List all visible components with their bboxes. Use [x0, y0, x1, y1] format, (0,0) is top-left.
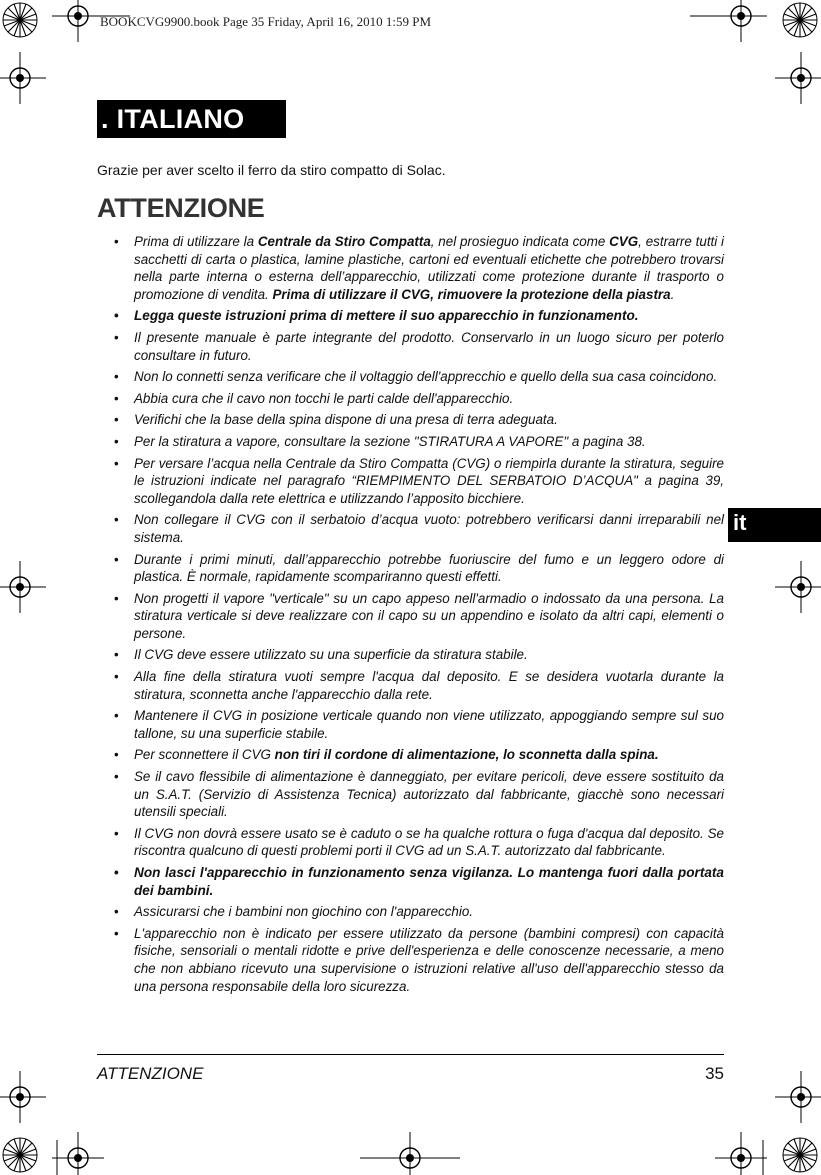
- star-mark-top-right: [783, 3, 817, 37]
- footer-section-title: ATTENZIONE: [97, 1064, 204, 1083]
- list-item: • Per versare l’acqua nella Centrale da Stiro Compatta (CVG) o riempirla durante la stiratura, seguire le istruzioni indicate nel paragrafo “RIEMPIMENTO DEL SERBATOIO D’ACQUA" a pagina 39, scollegandola dalla rete elettrica e utilizzando l’apposito bicchiere.: [97, 455, 724, 508]
- star-mark-top-left: [3, 3, 37, 37]
- crosshair-mark: [775, 561, 821, 613]
- list-item: [97, 233, 724, 303]
- text: Prima di utilizzare la: [134, 234, 258, 249]
- footer-rule: [97, 1054, 724, 1055]
- text: , estrarre tutti i sacchetti di carta o plastica, lamine plastiche, cartoni ed eventuali etichette che potrebbero trovarsi nella parte interna o esterna dell’apparecchio, utilizzati come protezione durante il trasporto o promozione di vendita.: [134, 234, 725, 302]
- crosshair-mark: [715, 0, 767, 42]
- crosshair-mark: [715, 1132, 767, 1175]
- crosshair-mark: [0, 52, 46, 104]
- list-item: • Per la stiratura a vapore, consultare la sezione "STIRATURA A VAPORE" a pagina 38.: [97, 433, 724, 451]
- warnings-list: [97, 233, 724, 999]
- star-mark-bottom-right: [783, 1138, 817, 1172]
- list-item: • Abbia cura che il cavo non tocchi le parti calde dell'apparecchio.: [97, 390, 724, 408]
- list-item: • Durante i primi minuti, dall’apparecchio potrebbe fuoriuscire del fumo e un leggero odore di plastica. È normale, rapidamente scompariranno questi effetti.: [97, 551, 724, 586]
- list-item: • Il CVG non dovrà essere usato se è caduto o se ha qualche rottura o fuga d'acqua dal deposito. Se riscontra qualcuno di questi problemi porti il CVG ad un S.A.T. autorizzato dal fabbricante.: [97, 825, 724, 860]
- text-bold: non tiri il cordone di alimentazione, lo sconnetta dalla spina.: [274, 747, 659, 763]
- text-bold: Prima di utilizzare il CVG, rimuovere la protezione della piastra: [272, 286, 671, 302]
- list-item: • Legga queste istruzioni prima di mettere il suo apparecchio in funzionamento.: [97, 307, 724, 325]
- text-bold: CVG: [609, 234, 639, 249]
- list-item: • L'apparecchio non è indicato per essere utilizzato da persone (bambini compresi) con capacità fisiche, sensoriali o mentali ridotte e prive dell'esperienza e delle conoscenze necessarie, a meno che non abbiano ricevuto una supervisione o istruzioni relative all'uso dell'apparecchio stesso da una persona responsabile della loro sicurezza.: [97, 925, 724, 995]
- text-bold: Centrale da Stiro Compatta: [257, 234, 431, 249]
- crosshair-mark: [0, 1071, 46, 1123]
- crosshair-mark: [52, 1132, 104, 1175]
- text: .: [670, 286, 675, 302]
- star-mark-bottom-left: [3, 1138, 37, 1172]
- section-title: ATTENZIONE: [97, 193, 265, 223]
- crosshair-mark: [52, 0, 104, 42]
- crosshair-mark: [775, 52, 821, 104]
- list-item: • Assicurarsi che i bambini non giochino con l'apparecchio.: [97, 903, 724, 921]
- list-item: • Mantenere il CVG in posizione verticale quando non viene utilizzato, appoggiando sempre sul suo tallone, su una superficie stabile.: [97, 707, 724, 742]
- text: Per sconnettere il CVG: [134, 747, 275, 763]
- list-item: • Non progetti il vapore "verticale" su un capo appeso nell'armadio o indossato da una persona. La stiratura verticale si deve realizzare con il capo su un appendino e isolato da altri capi, elementi o persone.: [97, 590, 724, 643]
- intro-sentence: Grazie per aver scelto il ferro da stiro compatto di Solac.: [97, 162, 446, 178]
- language-heading-band: . ITALIANO: [97, 100, 286, 138]
- book-header-line: BOOKCVG9900.book Page 35 Friday, April 16, 2010 1:59 PM: [100, 14, 432, 29]
- list-item: • Il presente manuale è parte integrante del prodotto. Conservarlo in un luogo sicuro per poterlo consultare in futuro.: [97, 329, 724, 364]
- crosshair-mark: [775, 1071, 821, 1123]
- text: , nel prosieguo indicata come: [430, 234, 610, 249]
- crosshair-mark: [384, 1132, 436, 1175]
- list-item: • Non lasci l'apparecchio in funzionamento senza vigilanza. Lo mantenga fuori dalla portata dei bambini.: [97, 864, 724, 899]
- page-number: 35: [705, 1064, 724, 1083]
- list-item: • Il CVG deve essere utilizzato su una superficie da stiratura stabile.: [97, 646, 724, 664]
- crosshair-mark: [0, 561, 46, 613]
- language-tab: it: [728, 508, 821, 542]
- list-item: [97, 746, 724, 764]
- list-item: • Verifichi che la base della spina dispone di una presa di terra adeguata.: [97, 411, 724, 429]
- list-item: • Alla fine della stiratura vuoti sempre l'acqua dal deposito. E se desidera vuotarla durante la stiratura, sconnetta anche l'apparecchio dalla rete.: [97, 668, 724, 703]
- list-item: • Non collegare il CVG con il serbatoio d’acqua vuoto: potrebbero verificarsi danni irreparabili nel sistema.: [97, 511, 724, 546]
- list-item: • Se il cavo flessibile di alimentazione è danneggiato, per evitare pericoli, deve essere sostituito da un S.A.T. (Servizio di Assistenza Tecnica) autorizzato dal fabbricante, giacchè sono necessari utensili speciali.: [97, 768, 724, 821]
- list-item: • Non lo connetti senza verificare che il voltaggio dell'apprecchio e quello della sua casa coincidono.: [97, 368, 724, 386]
